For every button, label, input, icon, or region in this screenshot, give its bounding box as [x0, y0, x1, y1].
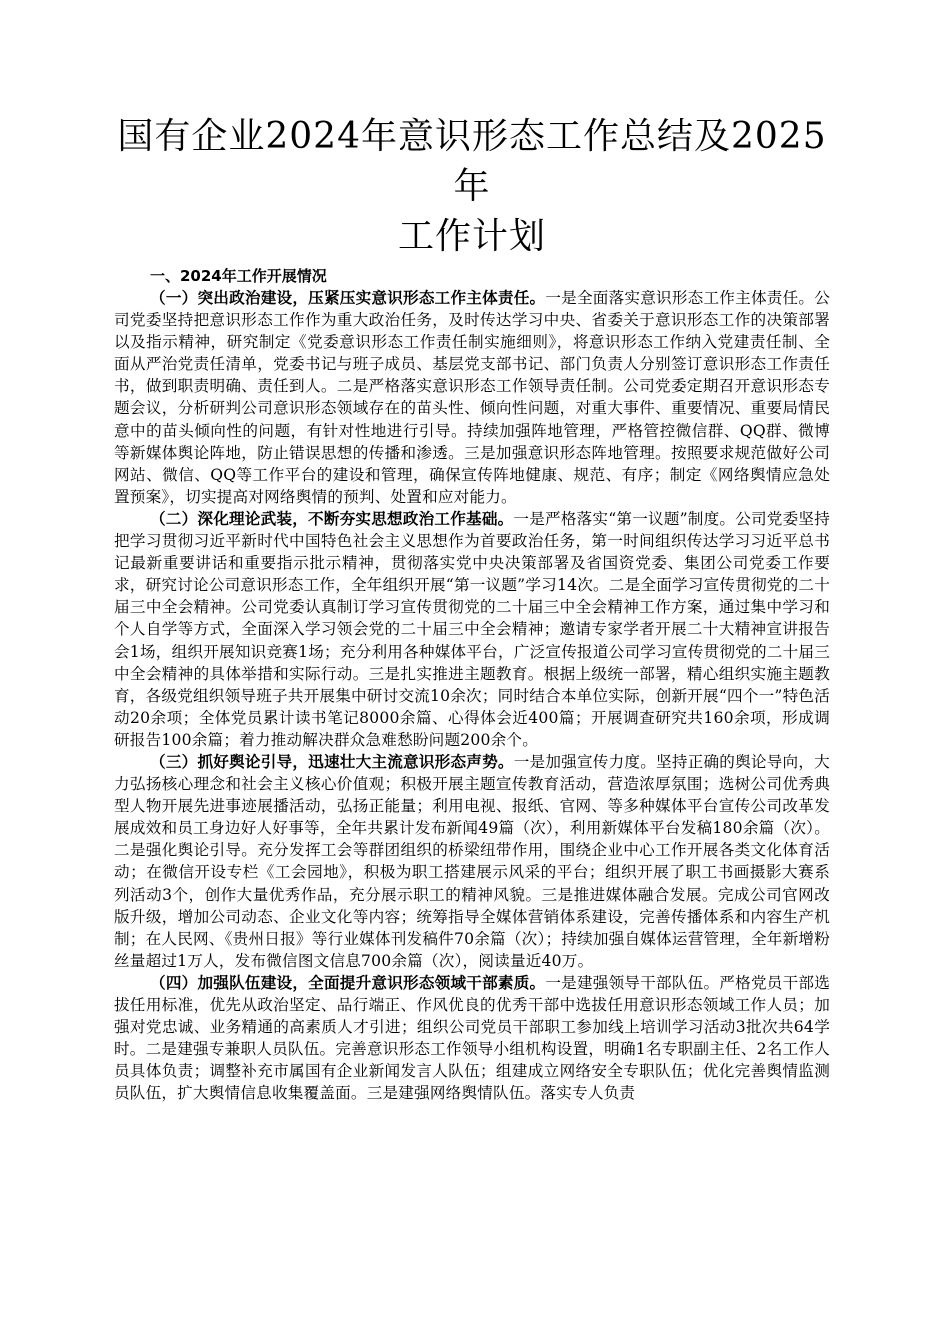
paragraph-3-lead: （三）抓好舆论引导，迅速壮大主流意识形态声势。	[150, 751, 514, 771]
paragraph-1	[114, 287, 830, 508]
paragraph-3	[114, 751, 830, 972]
document-page	[114, 112, 830, 1104]
paragraph-4-lead: （四）加强队伍建设，全面提升意识形态领域干部素质。	[150, 972, 546, 992]
paragraph-1-lead: （一）突出政治建设，压紧压实意识形态工作主体责任。	[150, 288, 546, 307]
paragraph-2	[114, 508, 830, 751]
paragraph-2-body: 一是严格落实“第一议题”制度。公司党委坚持把学习贯彻习近平新时代中国特色社会主义思想作为首要政治任务，第一时间组织传达学习习近平总书记最新重要讲话和重要指示批示精神，贯彻落实党中央决策部署及省国资党委、集团公司党委工作要求，研究讨论公司意识形态工作，全年组织开展“第一议题”学习14次。二是全面学习宣传贯彻党的二十届三中全会精神。公司党委认真制订学习宣传贯彻党的二十届三中全会精神工作方案，通过集中学习和个人自学等方式，全面深入学习领会党的二十届三中全会精神；邀请专家学者开展二十大精神宣讲报告会1场，组织开展知识竞赛1场；充分利用各种媒体平台，广泛宣传报道公司学习宣传贯彻党的二十届三中全会精神的具体举措和实际行动。三是扎实推进主题教育。根据上级统一部署，精心组织实施主题教育，各级党组织领导班子共开展集中研讨交流10余次；同时结合本单位实际，创新开展“四个一”特色活动20余项；全体党员累计读书笔记8000余篇、心得体会近400篇；开展调查研究共160余项，形成调研报告100余篇；着力推动解决群众急难愁盼问题200余个。	[114, 509, 830, 749]
paragraph-2-lead: （二）深化理论武装，不断夯实思想政治工作基础。	[150, 508, 514, 528]
title-line-1: 国有企业2024年意识形态工作总结及2025年	[117, 116, 827, 207]
paragraph-4-body: 一是建强领导干部队伍。严格党员干部选拔任用标准，优先从政治坚定、品行端正、作风优良的优秀干部中选拔任用意识形态领域工作人员；加强对党忠诚、业务精通的高素质人才引进；组织公司党员干部职工参加线上培训学习活动3批次共64学时。二是建强专兼职人员队伍。完善意识形态工作领导小组机构设置，明确1名专职副主任、2名工作人员具体负责；调整补充市属国有企业新闻发言人队伍；组建成立网络安全专职队伍；优化完善舆情监测员队伍，扩大舆情信息收集覆盖面。三是建强网络舆情队伍。落实专人负责	[114, 973, 830, 1103]
paragraph-3-body: 一是加强宣传力度。坚持正确的舆论导向，大力弘扬核心理念和社会主义核心价值观；积极开展主题宣传教育活动，营造浓厚氛围；选树公司优秀典型人物开展先进事迹展播活动，弘扬正能量；利用电视、报纸、官网、等多种媒体平台宣传公司改革发展成效和员工身边好人好事等，全年共累计发布新闻49篇（次），利用新媒体平台发稿180余篇（次）。二是强化舆论引导。充分发挥工会等群团组织的桥梁纽带作用，围绕企业中心工作开展各类文化体育活动；在微信开设专栏《工会园地》，积极为职工搭建展示风采的平台；组织开展了职工书画摄影大赛系列活动3个，创作大量优秀作品，充分展示职工的精神风貌。三是推进媒体融合发展。完成公司官网改版升级，增加公司动态、企业文化等内容；统筹指导全媒体营销体系建设，完善传播体系和内容生产机制；在人民网、《贵州日报》等行业媒体刊发稿件70余篇（次）；持续加强自媒体运营管理，全年新增粉丝量超过1万人，发布微信图文信息700余篇（次），阅读量近40万。	[114, 752, 830, 970]
title-line-2: 工作计划	[397, 216, 546, 257]
section-heading: 一、2024年工作开展情况	[150, 267, 327, 285]
document-title	[114, 112, 830, 262]
paragraph-4	[114, 972, 830, 1105]
paragraph-1-body: 一是全面落实意识形态工作主体责任。公司党委坚持把意识形态工作作为重大政治任务，及时传达学习中央、省委关于意识形态工作的决策部署以及指示精神，研究制定《党委意识形态工作责任制实施细则》，将意识形态工作纳入党建责任制、全面从严治党责任清单，党委书记与班子成员、基层党支部书记、部门负责人分别签订意识形态工作责任书，做到职责明确、责任到人。二是严格落实意识形态工作领导责任制。公司党委定期召开意识形态专题会议，分析研判公司意识形态领域存在的苗头性、倾向性问题，对重大事件、重要情况、重要局情民意中的苗头倾向性的问题，有针对性地进行引导。持续加强阵地管理，严格管控微信群、QQ群、微博等新媒体舆论阵地，防止错误思想的传播和渗透。三是加强意识形态阵地管理。按照要求规范做好公司网站、微信、QQ等工作平台的建设和管理，确保宣传阵地健康、规范、有序；制定《网络舆情应急处置预案》，切实提高对网络舆情的预判、处置和应对能力。	[114, 289, 830, 506]
